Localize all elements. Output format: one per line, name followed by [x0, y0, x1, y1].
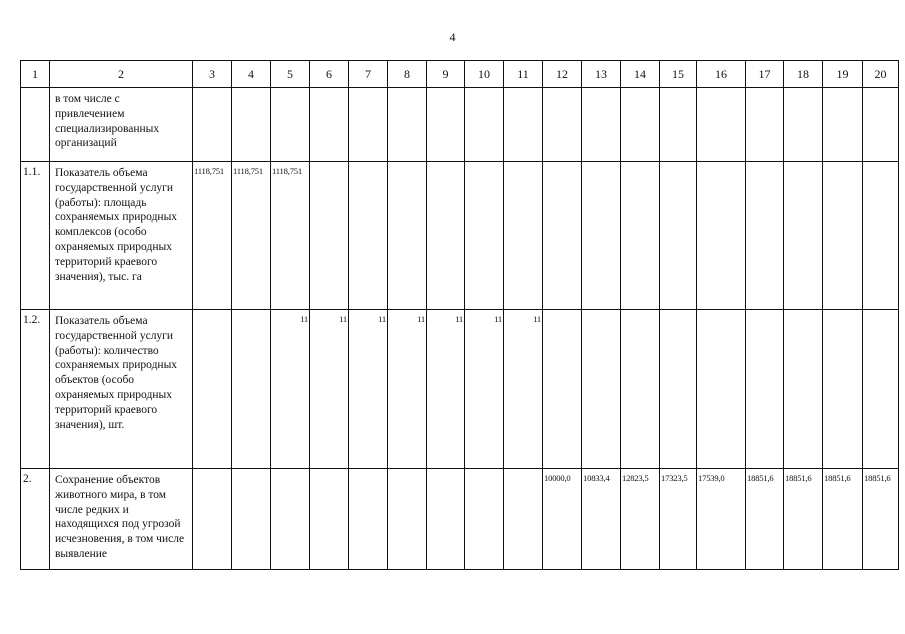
value-cell: 11: [465, 310, 504, 469]
value-cell: [660, 88, 697, 162]
value-cell: [863, 310, 899, 469]
value-cell: [193, 88, 232, 162]
value-cell: [465, 162, 504, 310]
value-cell: [543, 162, 582, 310]
data-table: [20, 60, 899, 570]
value-cell: [232, 469, 271, 570]
header-cell-2: 2: [50, 61, 193, 88]
value-cell: [232, 88, 271, 162]
value-cell: 11: [427, 310, 465, 469]
value-cell: [427, 162, 465, 310]
row-number-cell: [21, 88, 50, 162]
value-cell: 18851,6: [863, 469, 899, 570]
value-cell: [660, 310, 697, 469]
value-cell: [697, 162, 746, 310]
value-cell: [823, 162, 863, 310]
value-cell: [388, 469, 427, 570]
value-cell: [504, 88, 543, 162]
value-cell: [504, 469, 543, 570]
row-name-cell: Сохранение объектов животного мира, в том числе редких и находящихся под угрозой исчезновения, в том числе выявление: [50, 469, 193, 570]
value-cell: 1118,751: [232, 162, 271, 310]
header-cell-9: 9: [427, 61, 465, 88]
header-cell-17: 17: [746, 61, 784, 88]
row-number-cell: 2.: [21, 469, 50, 570]
value-cell: [271, 88, 310, 162]
value-cell: [746, 310, 784, 469]
value-cell: [310, 88, 349, 162]
value-cell: 12823,5: [621, 469, 660, 570]
value-cell: [621, 162, 660, 310]
value-cell: [823, 88, 863, 162]
value-cell: [697, 88, 746, 162]
value-cell: [621, 88, 660, 162]
row-name-cell: в том числе с привлечением специализированных организаций: [50, 88, 193, 162]
header-cell-5: 5: [271, 61, 310, 88]
value-cell: [427, 469, 465, 570]
row-name-cell: Показатель объема государственной услуги (работы): площадь сохраняемых природных комплексов (особо охраняемых природных территорий краевого значения), тыс. га: [50, 162, 193, 310]
header-cell-20: 20: [863, 61, 899, 88]
value-cell: [863, 162, 899, 310]
page-number: 4: [449, 30, 456, 44]
value-cell: [427, 88, 465, 162]
value-cell: [388, 88, 427, 162]
header-cell-16: 16: [697, 61, 746, 88]
value-cell: 11: [349, 310, 388, 469]
table-row: [21, 310, 899, 469]
header-cell-12: 12: [543, 61, 582, 88]
value-cell: [349, 162, 388, 310]
value-cell: 18851,6: [784, 469, 823, 570]
value-cell: 17323,5: [660, 469, 697, 570]
value-cell: [660, 162, 697, 310]
value-cell: [823, 310, 863, 469]
header-cell-8: 8: [388, 61, 427, 88]
table-row: [21, 469, 899, 570]
header-cell-15: 15: [660, 61, 697, 88]
value-cell: [746, 162, 784, 310]
value-cell: [863, 88, 899, 162]
value-cell: 11: [504, 310, 543, 469]
value-cell: [697, 310, 746, 469]
value-cell: 18851,6: [823, 469, 863, 570]
value-cell: [582, 88, 621, 162]
header-cell-7: 7: [349, 61, 388, 88]
header-cell-6: 6: [310, 61, 349, 88]
header-cell-11: 11: [504, 61, 543, 88]
header-row: [21, 61, 899, 88]
value-cell: [621, 310, 660, 469]
header-cell-4: 4: [232, 61, 271, 88]
header-cell-10: 10: [465, 61, 504, 88]
table-row: [21, 162, 899, 310]
value-cell: [388, 162, 427, 310]
value-cell: 10000,0: [543, 469, 582, 570]
value-cell: [543, 310, 582, 469]
value-cell: [310, 162, 349, 310]
value-cell: [465, 469, 504, 570]
value-cell: 11: [388, 310, 427, 469]
row-number-cell: 1.1.: [21, 162, 50, 310]
value-cell: [582, 162, 621, 310]
value-cell: [310, 469, 349, 570]
header-cell-3: 3: [193, 61, 232, 88]
header-cell-14: 14: [621, 61, 660, 88]
value-cell: [784, 88, 823, 162]
value-cell: 11: [310, 310, 349, 469]
value-cell: 1118,751: [271, 162, 310, 310]
value-cell: 11: [271, 310, 310, 469]
header-cell-1: 1: [21, 61, 50, 88]
value-cell: [784, 162, 823, 310]
value-cell: 10833,4: [582, 469, 621, 570]
value-cell: [349, 88, 388, 162]
value-cell: [746, 88, 784, 162]
value-cell: 17539,0: [697, 469, 746, 570]
value-cell: [232, 310, 271, 469]
value-cell: [349, 469, 388, 570]
table-row: [21, 88, 899, 162]
value-cell: [271, 469, 310, 570]
value-cell: [193, 469, 232, 570]
value-cell: 1118,751: [193, 162, 232, 310]
value-cell: [504, 162, 543, 310]
header-cell-19: 19: [823, 61, 863, 88]
header-cell-13: 13: [582, 61, 621, 88]
value-cell: [582, 310, 621, 469]
value-cell: [465, 88, 504, 162]
value-cell: [193, 310, 232, 469]
table-body: [21, 61, 899, 570]
value-cell: 18851,6: [746, 469, 784, 570]
value-cell: [784, 310, 823, 469]
header-cell-18: 18: [784, 61, 823, 88]
row-number-cell: 1.2.: [21, 310, 50, 469]
value-cell: [543, 88, 582, 162]
row-name-cell: Показатель объема государственной услуги (работы): количество сохраняемых природных объектов (особо охраняемых природных территорий краевого значения), шт.: [50, 310, 193, 469]
